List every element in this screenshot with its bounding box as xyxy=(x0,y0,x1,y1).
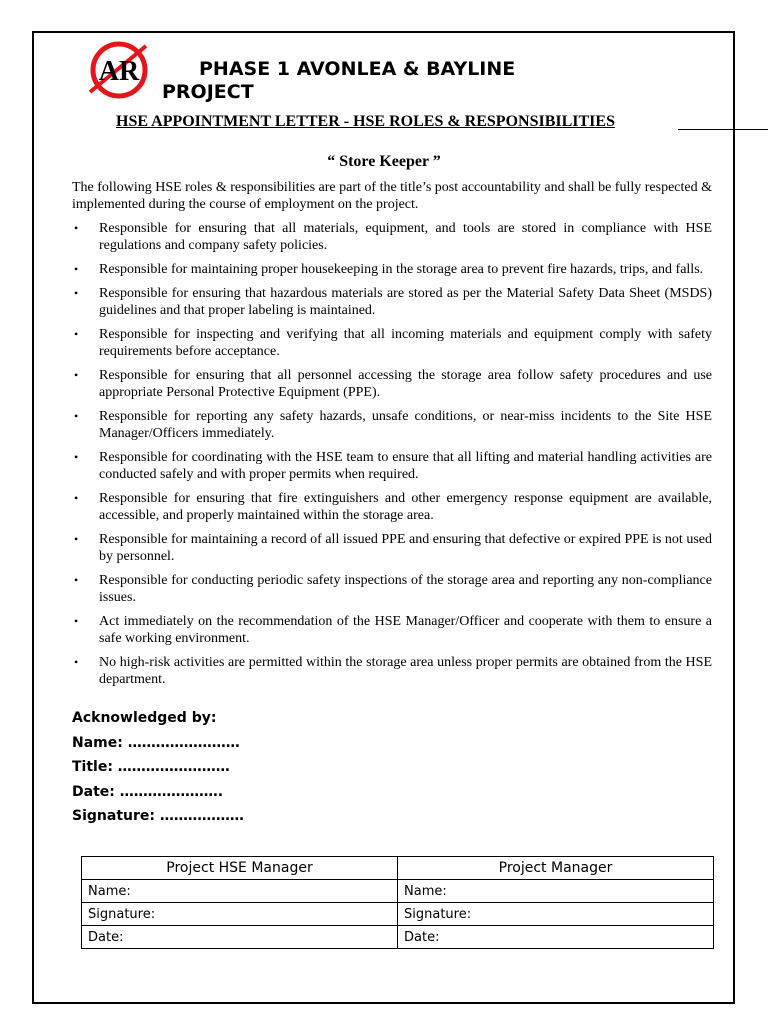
title-rule xyxy=(678,129,768,130)
acknowledgement-block xyxy=(72,708,244,831)
list-item: • Responsible for ensuring that fire extinguishers and other emergency response equipment are available, accessible, and properly maintained within the storage area. xyxy=(74,491,712,523)
bullet-icon: • xyxy=(74,327,79,341)
list-item: • Responsible for maintaining a record of all issued PPE and ensuring that defective or expired PPE is not used by personnel. xyxy=(74,532,712,564)
letter-title: HSE APPOINTMENT LETTER - HSE ROLES & RESPONSIBILITIES xyxy=(116,113,615,130)
bullet-icon: • xyxy=(74,573,79,587)
list-item: • Responsible for reporting any safety hazards, unsafe conditions, or near-miss incidents to the Site HSE Manager/Officers immediately. xyxy=(74,409,712,441)
project-title-line2: PROJECT xyxy=(162,81,254,103)
bullet-icon: • xyxy=(74,532,79,546)
table-row xyxy=(82,926,714,949)
role-title: “ Store Keeper ” xyxy=(327,153,441,170)
list-item: • Act immediately on the recommendation of the HSE Manager/Officer and cooperate with them to ensure a safe working environment. xyxy=(74,614,712,646)
bullet-icon: • xyxy=(74,614,79,628)
ack-heading: Acknowledged by: xyxy=(72,710,217,726)
hse-manager-date-cell[interactable]: Date: xyxy=(82,926,398,949)
company-logo xyxy=(80,40,158,100)
bullet-icon: • xyxy=(74,221,79,235)
list-item: • Responsible for ensuring that hazardous materials are stored as per the Material Safety Data Sheet (MSDS) guidelines and that proper labeling is maintained. xyxy=(74,286,712,318)
ack-date-field[interactable]: Date: …………………. xyxy=(72,783,224,800)
responsibilities-list xyxy=(72,220,712,695)
bullet-icon: • xyxy=(74,655,79,669)
header-project-manager: Project Manager xyxy=(398,857,714,880)
table-row xyxy=(82,903,714,926)
hse-manager-signature-cell[interactable]: Signature: xyxy=(82,903,398,926)
list-item: • Responsible for ensuring that all personnel accessing the storage area follow safety procedures and use appropriate Personal Protective Equipment (PPE). xyxy=(74,368,712,400)
header-hse-manager: Project HSE Manager xyxy=(82,857,398,880)
ack-name-field[interactable]: Name: …………………… xyxy=(72,734,240,751)
bullet-icon: • xyxy=(74,409,79,423)
list-item: • Responsible for inspecting and verifying that all incoming materials and equipment comply with safety requirements before acceptance. xyxy=(74,327,712,359)
logo-text: AR xyxy=(98,56,140,87)
ack-signature-field[interactable]: Signature: ……………… xyxy=(72,808,244,824)
project-title-line1: PHASE 1 AVONLEA & BAYLINE xyxy=(199,58,516,80)
project-title xyxy=(162,58,582,104)
list-item: • No high-risk activities are permitted within the storage area unless proper permits are obtained from the HSE department. xyxy=(74,655,712,687)
project-manager-name-cell[interactable]: Name: xyxy=(398,880,714,903)
bullet-icon: • xyxy=(74,450,79,464)
table-row xyxy=(82,880,714,903)
intro-paragraph: The following HSE roles & responsibilities are part of the title’s post accountability and shall be fully respected & implemented during the course of employment on the project. xyxy=(72,180,712,212)
bullet-icon: • xyxy=(74,491,79,505)
bullet-icon: • xyxy=(74,262,79,276)
bullet-icon: • xyxy=(74,368,79,382)
ack-title-field[interactable]: Title: …………………… xyxy=(72,759,230,775)
project-manager-signature-cell[interactable]: Signature: xyxy=(398,903,714,926)
list-item: • Responsible for coordinating with the HSE team to ensure that all lifting and material handling activities are conducted safely and with proper permits when required. xyxy=(74,450,712,482)
bullet-icon: • xyxy=(74,286,79,300)
signature-table xyxy=(81,856,714,949)
list-item: • Responsible for maintaining proper housekeeping in the storage area to prevent fire hazards, trips, and falls. xyxy=(74,262,704,277)
list-item: • Responsible for conducting periodic safety inspections of the storage area and reporting any non-compliance issues. xyxy=(74,573,712,605)
list-item: • Responsible for ensuring that all materials, equipment, and tools are stored in compliance with HSE regulations and company safety policies. xyxy=(74,221,712,253)
project-manager-date-cell[interactable]: Date: xyxy=(398,926,714,949)
table-header-row xyxy=(82,857,714,880)
hse-manager-name-cell[interactable]: Name: xyxy=(82,880,398,903)
